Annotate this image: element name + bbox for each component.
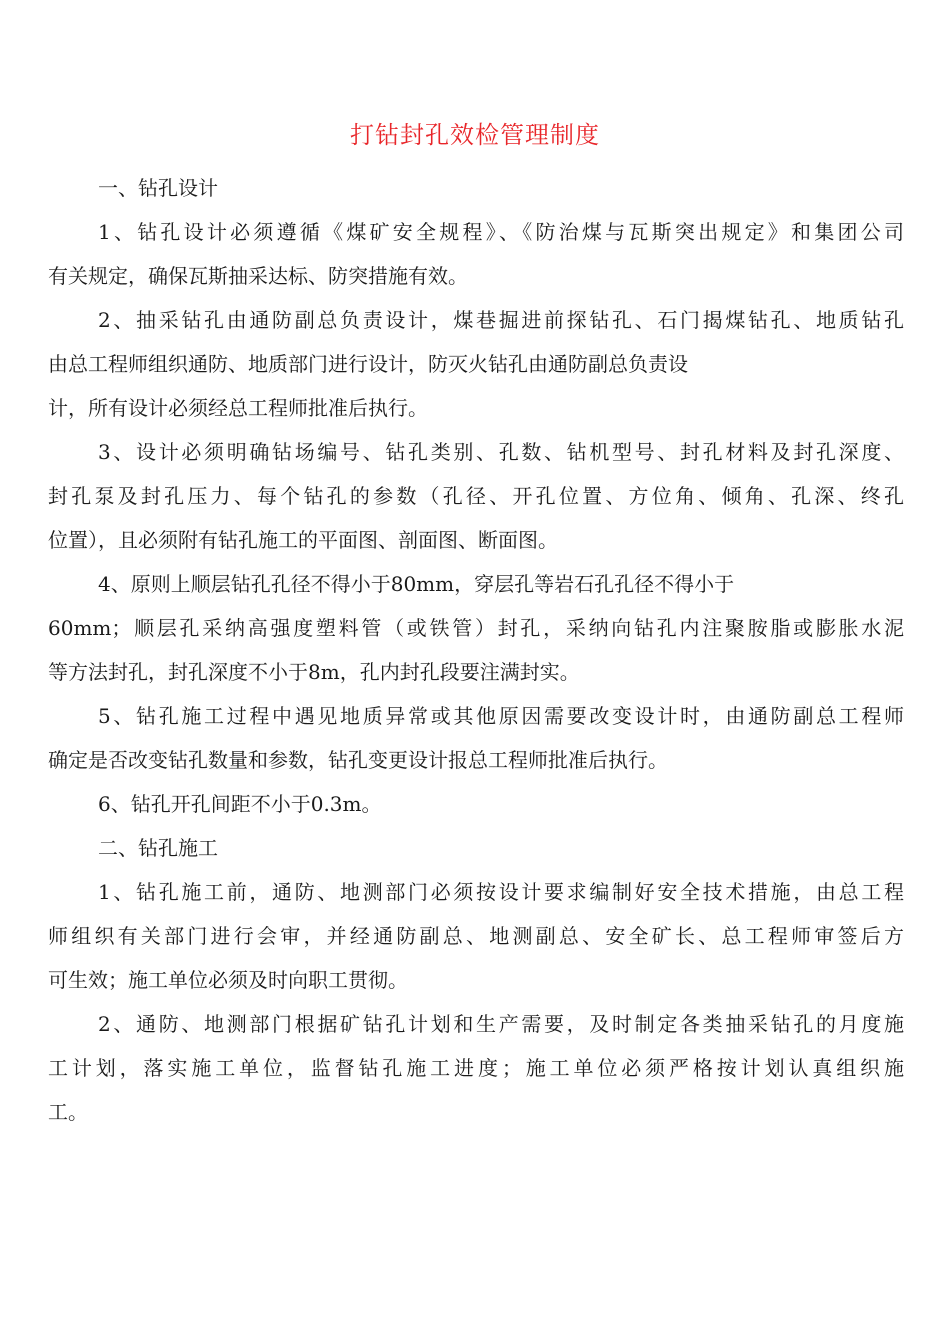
paragraph-line: 5、钻孔施工过程中遇见地质异常或其他原因需要改变设计时，由通防副总工程师 [98, 704, 904, 728]
paragraph [48, 782, 904, 826]
paragraph-line: 2、通防、地测部门根据矿钻孔计划和生产需要，及时制定各类抽采钻孔的月度施 [98, 1012, 904, 1036]
paragraph-line: 可生效；施工单位必须及时向职工贯彻。 [48, 968, 408, 992]
paragraph-line: 有关规定，确保瓦斯抽采达标、防突措施有效。 [48, 264, 468, 288]
paragraph-line: 工计划，落实施工单位，监督钻孔施工进度；施工单位必须严格按计划认真组织施 [48, 1056, 904, 1080]
section-heading: 二、钻孔施工 [98, 836, 218, 860]
paragraph [48, 430, 904, 562]
paragraph-line: 3、设计必须明确钻场编号、钻孔类别、孔数、钻机型号、封孔材料及封孔深度、 [98, 440, 904, 464]
paragraph [48, 210, 904, 298]
paragraph-line: 4、原则上顺层钻孔孔径不得小于80mm，穿层孔等岩石孔孔径不得小于 [98, 572, 735, 596]
document-body [48, 166, 904, 1134]
paragraph-line: 位置），且必须附有钻孔施工的平面图、剖面图、断面图。 [48, 528, 558, 552]
paragraph-line: 封孔泵及封孔压力、每个钻孔的参数（孔径、开孔位置、方位角、倾角、孔深、终孔 [48, 484, 904, 508]
paragraph [48, 694, 904, 782]
paragraph-line: 师组织有关部门进行会审，并经通防副总、地测副总、安全矿长、总工程师审签后方 [48, 924, 904, 948]
paragraph-line: 1、钻孔设计必须遵循《煤矿安全规程》、《防治煤与瓦斯突出规定》和集团公司 [98, 220, 904, 244]
document-title: 打钻封孔效检管理制度 [350, 121, 600, 149]
paragraph-line: 计，所有设计必须经总工程师批准后执行。 [48, 396, 428, 420]
paragraph-line: 60mm；顺层孔采纳高强度塑料管（或铁管）封孔，采纳向钻孔内注聚胺脂或膨胀水泥 [48, 616, 904, 640]
paragraph-line: 2、抽采钻孔由通防副总负责设计，煤巷掘进前探钻孔、石门揭煤钻孔、地质钻孔 [98, 308, 904, 332]
paragraph-line: 工。 [48, 1100, 88, 1124]
paragraph [48, 562, 904, 694]
paragraph-line: 确定是否改变钻孔数量和参数，钻孔变更设计报总工程师批准后执行。 [48, 748, 668, 772]
paragraph-line: 6、钻孔开孔间距不小于0.3m。 [98, 792, 382, 816]
paragraph [48, 298, 904, 430]
paragraph-line: 由总工程师组织通防、地质部门进行设计，防灭火钻孔由通防副总负责设 [48, 352, 688, 376]
paragraph [48, 1002, 904, 1134]
paragraph [48, 870, 904, 1002]
section-heading: 一、钻孔设计 [98, 176, 218, 200]
paragraph-line: 等方法封孔，封孔深度不小于8m，孔内封孔段要注满封实。 [48, 660, 580, 684]
paragraph-line: 1、钻孔施工前，通防、地测部门必须按设计要求编制好安全技术措施，由总工程 [98, 880, 904, 904]
